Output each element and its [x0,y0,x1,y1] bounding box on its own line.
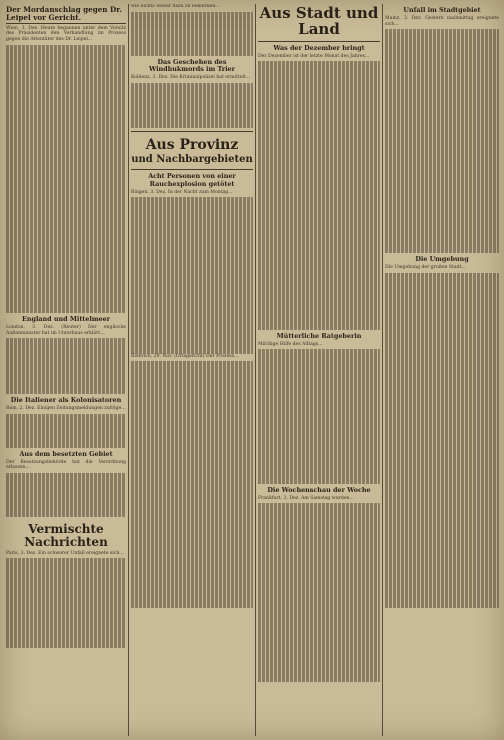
column-4 [385,4,499,736]
text-block [6,558,126,648]
text-block [6,45,126,314]
article-text: Milchige Hilfe des Alltags... [258,341,323,347]
article-text: Rom, 2. Dez. Einigen Zeitungsmeldungen zufolge... [6,406,126,412]
section-heading: Die Umgebung [415,254,469,263]
section-heading: Unfall im Stadtgebiet [403,6,481,14]
text-block [6,338,126,394]
text-block [385,29,499,253]
article-text: Biebrich, 29. Nov. (Ortsgericht) Der Prozess... [131,353,239,359]
article-text: Frankfurt, 3. Dez. Am Samstag wurden... [258,495,354,501]
column-rule [128,4,129,736]
section-heading: Die Italiener als Kolonisatoren [10,396,122,405]
text-block [131,197,253,354]
column-2 [131,4,253,736]
text-block [6,414,126,448]
section-heading: England und Mittelmeer [21,315,111,324]
text-block [131,12,253,57]
section-title: Aus Provinz [145,136,239,153]
text-block [258,61,380,330]
text-block [258,503,380,682]
article-text: Paris, 3. Dez. Ein schwerer Unfall ereignete sich... [6,550,124,556]
article-text: Der Besatzungsbehörde hat die Verordnung erlassen... [6,459,126,471]
section-heading: Die Wochenschau der Woche [267,485,371,494]
text-block [131,361,253,607]
text-block [6,473,126,518]
article-text: Die Umgebung der großen Stadt... [385,265,466,271]
column-1 [6,4,126,736]
column-rule [255,4,256,736]
article-text: Bingen, 3. Dez. In der Nacht zum Montag... [131,189,233,195]
article-text: wie nichts weiter dazu zu bemerken... [131,4,220,9]
section-title: Vermischte Nachrichten [24,522,108,550]
section-heading: Aus dem besetzten Gebiet [19,449,113,458]
section-heading: Was der Dezember bringt [273,43,365,52]
article-text: Koblenz, 3. Dez. Die Kriminalpolizei hat ermittelt... [131,75,251,81]
section-heading: Mütterliche Ratgeberin [276,331,362,340]
section-title: Aus Stadt und Land [259,4,379,38]
text-block [131,83,253,128]
article-text: Der Dezember ist der letzte Monat des Jahres... [258,53,370,59]
section-heading: Acht Personen von einer Rauchexplosion getötet [148,172,236,188]
column-rule [382,4,383,736]
article-text: Wien, 3. Dez. Heute begannen unter dem Vorsitz des Präsidenten den Verhandlung im Prozess gegen die Attentäter des Dr. Leipel... [6,25,126,43]
text-block [258,349,380,483]
section-subtitle: und Nachbargebieten [131,154,253,166]
article-text: Mainz, 3. Dez. Gestern nachmittag ereignete sich... [385,16,499,27]
column-3 [258,4,380,736]
text-block [385,273,499,609]
article-text: London, 3. Dez. (Reuter) Der englische Außenminister hat im Unterhaus erklärt... [6,325,126,336]
headline: Der Mordanschlag gegen Dr. Leipel vor Gericht. [6,6,126,24]
section-heading: Das Geschehen des Windhukmords im Trier [149,58,235,74]
